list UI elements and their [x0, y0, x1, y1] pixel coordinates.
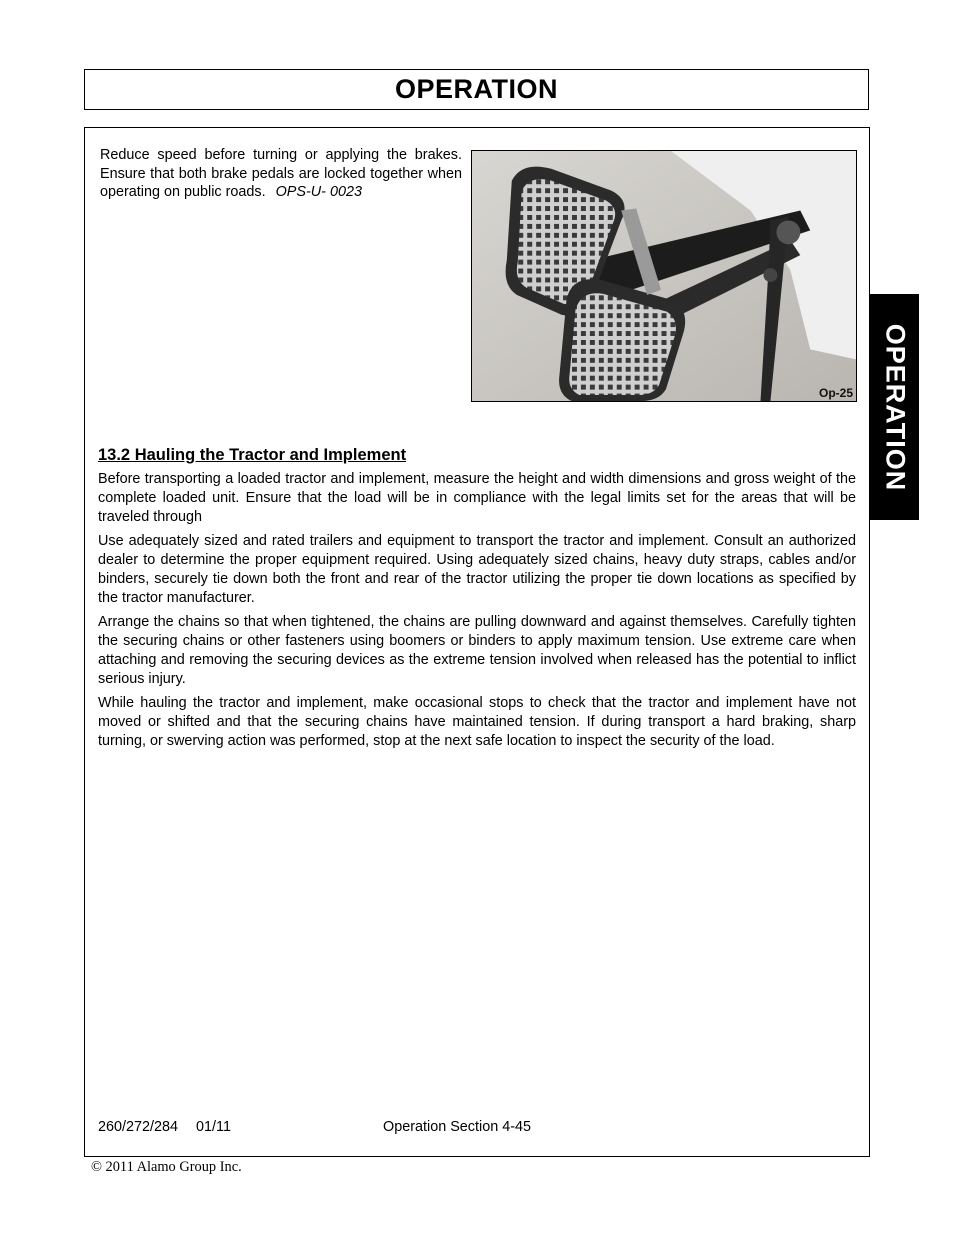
safety-note	[100, 146, 462, 202]
page-title: OPERATION	[394, 74, 558, 104]
section-body	[98, 470, 856, 756]
brake-pedals-illustration	[472, 151, 856, 401]
safety-note-text: Reduce speed before turning or applying the brakes. Ensure that both brake pedals are locked together when operating on public roads.	[100, 147, 462, 200]
section-side-tab	[870, 294, 919, 520]
side-tab-label: OPERATION	[880, 323, 911, 491]
section-heading: 13.2 Hauling the Tractor and Implement	[98, 446, 407, 464]
safety-note-code: OPS-U- 0023	[275, 184, 362, 200]
footer-date: 01/11	[196, 1119, 231, 1135]
page-header	[84, 69, 869, 110]
paragraph: Arrange the chains so that when tightened, the chains are pulling downward and against themselves. Carefully tighten the securing chains or other fasteners using boomers or binders to apply maximum tension. Use extreme care when attaching and removing the securing devices as the extreme tension involved when released has the potential to inflict serious injury.	[98, 614, 856, 687]
paragraph: Before transporting a loaded tractor and implement, measure the height and width dimensions and gross weight of the complete loaded unit. Ensure that the load will be in compliance with the legal limits set for the areas that will be traveled through	[98, 471, 856, 525]
footer-model-date	[98, 1119, 231, 1135]
footer-section: Operation Section 4-45	[383, 1119, 531, 1135]
figure-label: Op-25	[818, 386, 853, 400]
footer-model: 260/272/284	[98, 1119, 179, 1135]
copyright: © 2011 Alamo Group Inc.	[91, 1159, 242, 1175]
paragraph: Use adequately sized and rated trailers and equipment to transport the tractor and implement. Consult an authorized dealer to determine the proper equipment required. Using adequately sized chains, heavy duty straps, cables and/or binders, securely tie down both the front and rear of the tractor utilizing the proper tie down locations as specified by the tractor manufacturer.	[98, 533, 856, 606]
paragraph: While hauling the tractor and implement, make occasional stops to check that the tractor and implement have not moved or shifted and that the securing chains have maintained tension. If during transport a hard braking, sharp turning, or swerving action was performed, stop at the next safe location to inspect the security of the load.	[98, 695, 856, 749]
brake-pedals-photo	[471, 150, 857, 402]
